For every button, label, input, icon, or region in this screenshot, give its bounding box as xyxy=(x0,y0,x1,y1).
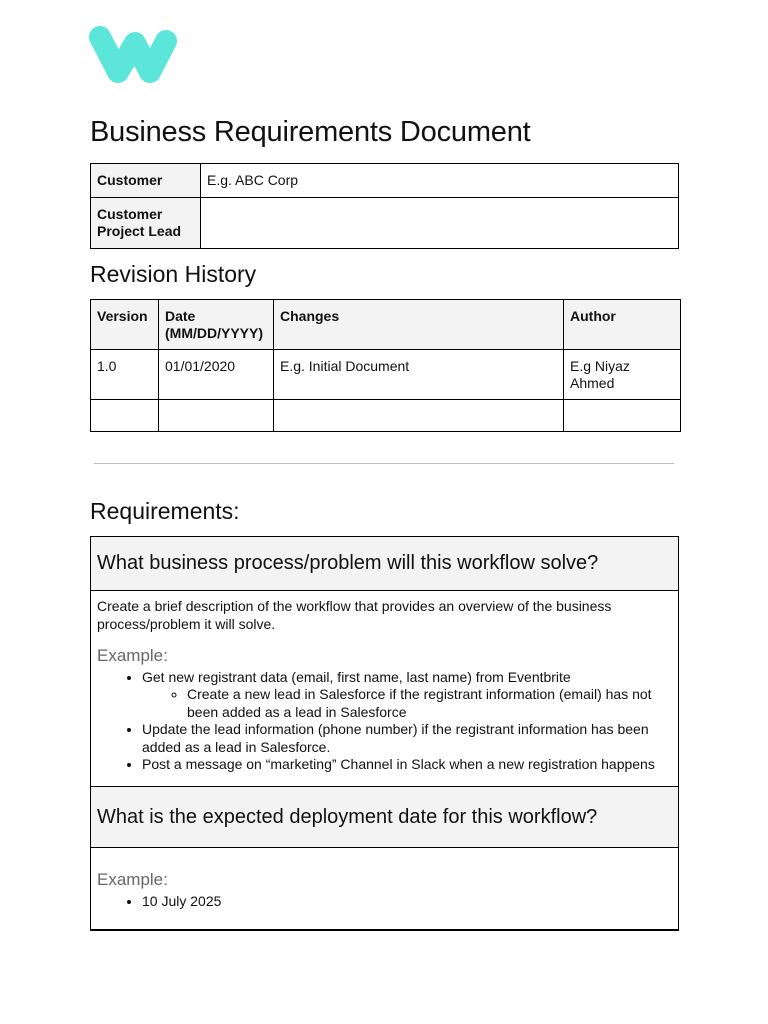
customer-info-table xyxy=(90,163,679,249)
column-header-changes: Changes xyxy=(274,300,564,350)
column-header-author: Author xyxy=(564,300,681,350)
author-cell: E.g Niyaz Ahmed xyxy=(564,350,681,400)
example-sublist xyxy=(142,686,672,721)
list-item xyxy=(142,721,672,756)
customer-value: E.g. ABC Corp xyxy=(201,164,679,198)
table-row xyxy=(91,350,681,400)
customer-project-lead-label: Customer Project Lead xyxy=(91,198,201,249)
version-cell: 1.0 xyxy=(91,350,159,400)
table-row xyxy=(91,198,679,249)
revision-history-table xyxy=(90,299,681,432)
table-header-row xyxy=(91,300,681,350)
section-divider xyxy=(94,463,674,464)
question-text: What is the expected deployment date for this workflow? xyxy=(97,805,598,828)
column-header-date: Date (MM/DD/YYYY) xyxy=(159,300,274,350)
requirements-table xyxy=(90,536,679,931)
page-title: Business Requirements Document xyxy=(90,116,531,148)
list-item-text: Post a message on “marketing” Channel in Slack when a new registration happens xyxy=(142,756,655,772)
changes-cell xyxy=(274,400,564,432)
list-item-text: Get new registrant data (email, first name, last name) from Eventbrite xyxy=(142,668,571,685)
list-item xyxy=(142,893,672,911)
list-item xyxy=(142,756,672,774)
list-item xyxy=(142,669,672,722)
changes-cell: E.g. Initial Document xyxy=(274,350,564,400)
example-list xyxy=(97,669,672,774)
example-label: Example: xyxy=(97,646,168,665)
example-label: Example: xyxy=(97,870,168,889)
answer-cell xyxy=(91,591,678,786)
list-item-text: 10 July 2025 xyxy=(142,892,222,909)
list-item-text: Create a new lead in Salesforce if the registrant information (email) has not been added as a lead in Salesforce xyxy=(187,686,652,720)
list-item-text: Update the lead information (phone number) if the registrant information has been added as a lead in Salesforce. xyxy=(142,721,649,755)
version-cell xyxy=(91,400,159,432)
date-cell: 01/01/2020 xyxy=(159,350,274,400)
customer-label: Customer xyxy=(91,164,201,198)
table-row xyxy=(91,400,681,432)
question-description: Create a brief description of the workflow that provides an overview of the business process/problem it will solve. xyxy=(97,598,612,632)
question-text: What business process/problem will this workflow solve? xyxy=(97,552,599,574)
list-item xyxy=(187,686,672,721)
table-row xyxy=(91,164,679,198)
requirements-heading: Requirements: xyxy=(90,498,240,524)
revision-history-heading: Revision History xyxy=(90,261,257,287)
example-list xyxy=(97,893,672,911)
author-cell xyxy=(564,400,681,432)
date-cell xyxy=(159,400,274,432)
customer-project-lead-value xyxy=(201,198,679,249)
question-heading xyxy=(91,537,678,591)
column-header-version: Version xyxy=(91,300,159,350)
brand-logo-icon xyxy=(88,24,180,84)
question-heading xyxy=(91,786,678,848)
answer-cell xyxy=(91,848,678,910)
